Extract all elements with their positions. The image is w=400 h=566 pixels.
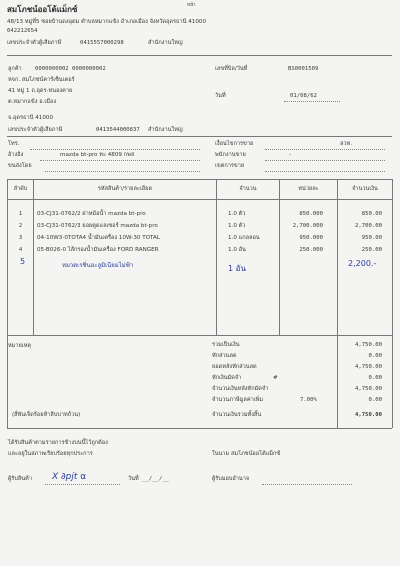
customer-code-label: ลูกค้า — [8, 66, 22, 72]
seller-value: ลวท. — [340, 141, 353, 147]
customer-box-top — [7, 55, 392, 56]
ref-label: อ้างอิง — [8, 152, 24, 158]
company-phone: 042212654 — [7, 28, 38, 34]
receiver-label: ผู้รับสินค้า — [8, 476, 32, 482]
total-after-deposit: 4,750.00 — [355, 386, 382, 392]
footer-note2: และอยู่ในสภาพเรียบร้อยทุกประการ — [8, 451, 93, 457]
customer-box-sep — [7, 136, 392, 137]
due-label: พนักงานขาย — [215, 152, 246, 158]
page-mark: หน้า — [187, 3, 196, 8]
col-header-desc: รหัสสินค้า/รายละเอียด — [97, 186, 153, 192]
company-name: สมโภชน์ออโต้แม็กซ์ — [7, 5, 78, 14]
invoice-no: BS0001509 — [288, 66, 319, 72]
customer-branch: สำนักงานใหญ่ — [148, 127, 183, 133]
receiver-signature: X ∂pjt ⍺ — [52, 472, 87, 482]
invoice-date-label: วันที่ — [215, 93, 226, 99]
invoice-date: 01/08/62 — [290, 93, 317, 99]
customer-addr1: 41 หมู่ 1 ถ.อุดร-หนองคาย — [8, 88, 73, 94]
company-branch: สำนักงานใหญ่ — [148, 40, 183, 46]
footer-note1: ได้รับสินค้าตามรายการข้างบนนี้ไว้ถูกต้อง — [8, 440, 108, 446]
phone-label: โทร. — [8, 141, 20, 147]
customer-tax-label: เลขประจำตัวผู้เสียภาษี — [8, 127, 63, 133]
handwritten-no: 5 — [20, 257, 26, 266]
total-after-discount: 4,750.00 — [355, 364, 382, 370]
customer-code: 0000000002 0000000002 — [35, 66, 106, 72]
invoice-page: หน้า สมโภชน์ออโต้แม็กซ์ 48/13 หมู่ที่5 ซอยบ้านดงอุดม ตำบลหมากแข้ง อำเภอเมือง จังหวัดอุดรธานี 41000 042212654 เลขประจำตัวผู้เสียภาษี 0415557000298 สำนักงานใหญ่ ลูกค้า 0000000002 0000000002 หจก. สมโภชน์คาร์เซ็นเตอร์ 41 หมู่ 1 ถ.อุดร-หนองคาย ต.หมากแข้ง อ.เมือง จ.อุดรธานี 41000 เลขประจำตัวผู้เสียภาษี 0413544000837 สำนักงานใหญ่ เลขที่บิล/วันที่ BS0001509 วันที่ 01/08/62 โทร. อ้างอิง mazda bt-pro ทะ 4809 กพส ขนส่งโดย เงื่อนไขการขาย ลวท. พนักงานขาย - เขตการขาย ลำดับ รหัสสินค้า/รายละเอียด จำนวน หน่วยละ จำนวนเงิน 1 03-CJ31-0762/2 ฝาหม้อน้ำ mazda bt-pro 1.0 ตัว 850.000 850.00 2 03-CJ31-0762/3 ยอยตูดแลเซอร์ mazda bt-pro 1.0 ตัว 2,700.000 2,700.00 3 04-10W3-0TOTA4 น้ำมันเครื่อง 10W-30 TOTAL 1.0 แกลลอน 950.000 950.00 4 05-B026-0 ไส้กรองน้ำมันเครื่อง FORD RANGER 1.0 อัน 250.000 250.00 5 หมวดเรซิ่นอะลูมิเนียมไม่ฟ้า 1 อัน 2,200.- หมายเหตุ (สี่พันเจ็ดร้อยห้าสิบบาทถ้วน) รวมเป็นเงิน 4,750.00 หักส่วนลด 0.00 ยอดหลังหักส่วนลด 4,750.00 หักเงินมัดจำ # 0.00 จำนวนเงินหลังหักมัดจำ 4,750.00 จำนวนภาษีมูลค่าเพิ่ม 7.00% 0.00 จำนวนเงินรวมทั้งสิ้น 4,750.00 ได้รับสินค้าตามรายการข้างบนนี้ไว้ถูกต้อง และอยู่ในสภาพเรียบร้อยทุกประการ ในนาม สมโภชน์ออโต้แม็กซ์ ผู้รับสินค้า X ∂pjt ⍺ วันที่ __/__/__ ผู้รับมอบอำนาจ — [0, 0, 400, 566]
due-value: - — [289, 152, 292, 158]
total-grand: 4,750.00 — [355, 412, 382, 418]
customer-addr3: จ.อุดรธานี 41000 — [8, 115, 54, 121]
col-header-no: ลำดับ — [13, 186, 28, 192]
amount-in-words: (สี่พันเจ็ดร้อยห้าสิบบาทถ้วน) — [12, 412, 81, 418]
authorized-label: ผู้รับมอบอำนาจ — [212, 476, 250, 482]
customer-addr2: ต.หมากแข้ง อ.เมือง — [8, 99, 57, 105]
handwritten-amount: 2,200.- — [348, 259, 377, 268]
customer-tax-id: 0413544000837 — [96, 127, 140, 133]
col-header-qty: จำนวน — [239, 186, 257, 192]
ref-value: mazda bt-pro ทะ 4809 กพส — [60, 152, 135, 158]
company-tax-id: 0415557000298 — [80, 40, 124, 46]
handwritten-qty: 1 อัน — [228, 264, 246, 273]
col-header-amount: จำนวนเงิน — [352, 186, 378, 192]
customer-name: หจก. สมโภชน์คาร์เซ็นเตอร์ — [8, 77, 75, 83]
seller-label: เงื่อนไขการขาย — [215, 141, 254, 147]
company-address: 48/13 หมู่ที่5 ซอยบ้านดงอุดม ตำบลหมากแข้ง อำเภอเมือง จังหวัดอุดรธานี 41000 — [7, 19, 207, 25]
delivery-label: ขนส่งโดย — [8, 163, 32, 169]
company-tax-label: เลขประจำตัวผู้เสียภาษี — [7, 40, 62, 46]
col-header-price: หน่วยละ — [298, 186, 319, 192]
total-discount: 0.00 — [368, 353, 382, 359]
credit-label: เขตการขาย — [215, 163, 245, 169]
footer-for-company: ในนาม สมโภชน์ออโต้แม็กซ์ — [212, 451, 281, 457]
handwritten-desc: หมวดเรซิ่นอะลูมิเนียมไม่ฟ้า — [62, 262, 134, 269]
total-subtotal: 4,750.00 — [355, 342, 382, 348]
total-vat: 0.00 — [368, 397, 382, 403]
receiver-date-label: วันที่ — [128, 476, 139, 482]
date-dots — [284, 101, 340, 102]
total-deposit: 0.00 — [368, 375, 382, 381]
receiver-date-blank: __/__/__ — [142, 476, 169, 482]
remarks-label: หมายเหตุ — [8, 343, 32, 349]
invoice-no-label: เลขที่บิล/วันที่ — [215, 66, 248, 72]
